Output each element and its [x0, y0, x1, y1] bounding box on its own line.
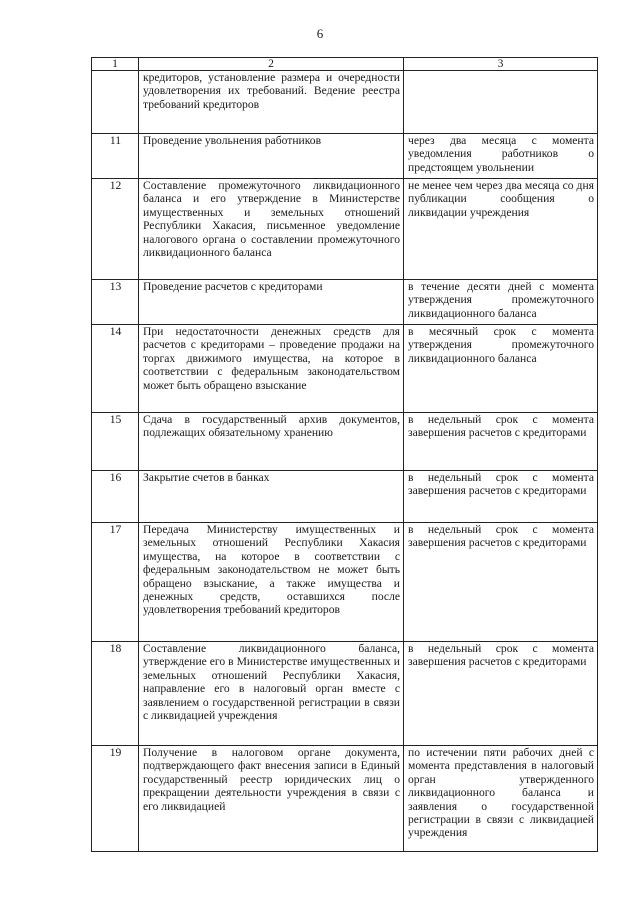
row-number: 12	[92, 179, 139, 280]
row-action: Получение в налоговом органе документа, подтверждающего факт внесения записи в Единый государственный реестр юридических лиц о прекращении деятельности учреждения в связи с его ликвидацией	[139, 746, 404, 852]
row-term: в недельный срок с момента завершения расчетов с кредиторами	[404, 471, 598, 523]
table-row	[92, 746, 598, 852]
table-row	[92, 325, 598, 413]
header-cell-2: 2	[139, 58, 404, 71]
header-cell-3: 3	[404, 58, 598, 71]
row-term: в недельный срок с момента завершения расчетов с кредиторами	[404, 642, 598, 746]
header-cell-1: 1	[92, 58, 139, 71]
row-term: не менее чем через два месяца со дня публикации сообщения о ликвидации учреждения	[404, 179, 598, 280]
table-row	[92, 413, 598, 471]
row-action: Сдача в государственный архив документов, подлежащих обязательному хранению	[139, 413, 404, 471]
table-row	[92, 471, 598, 523]
row-action: Проведение увольнения работников	[139, 134, 404, 179]
row-term: через два месяца с момента уведомления работников о предстоящем увольнении	[404, 134, 598, 179]
row-number: 11	[92, 134, 139, 179]
table-row	[92, 523, 598, 642]
page-number: 6	[316, 26, 324, 41]
row-action: Передача Министерству имущественных и земельных отношений Республики Хакасия имущества, на которое в соответствии с федеральным законодательством не может быть обращено взыскание, а также имущества и денежных средств, оставшихся после удовлетворения требований кредиторов	[139, 523, 404, 642]
row-number: 16	[92, 471, 139, 523]
row-number	[92, 71, 139, 134]
row-term: в течение десяти дней с момента утверждения промежуточного ликвидационного баланса	[404, 280, 598, 325]
row-action: Составление ликвидационного баланса, утверждение его в Министерстве имущественных и земельных отношений Республики Хакасия, направление его в налоговый орган вместе с заявлением о государственной регистрации в связи с ликвидацией учреждения	[139, 642, 404, 746]
row-action: При недостаточности денежных средств для расчетов с кредиторами – проведение продажи на торгах движимого имущества, на которое в соответствии с федеральным законодательством может быть обращено взыскание	[139, 325, 404, 413]
table-row	[92, 134, 598, 179]
table-header-row	[92, 58, 598, 71]
table-row	[92, 179, 598, 280]
table-row	[92, 280, 598, 325]
row-action: кредиторов, установление размера и очередности удовлетворения их требований. Ведение реестра требований кредиторов	[139, 71, 404, 134]
row-term	[404, 71, 598, 134]
row-number: 13	[92, 280, 139, 325]
row-number: 18	[92, 642, 139, 746]
row-number: 19	[92, 746, 139, 852]
row-action: Составление промежуточного ликвидационного баланса и его утверждение в Министерстве имущественных и земельных отношений Республики Хакасия, письменное уведомление налогового органа о составлении промежуточного ликвидационного баланса	[139, 179, 404, 280]
liquidation-plan-table	[91, 57, 598, 852]
row-action: Закрытие счетов в банках	[139, 471, 404, 523]
row-action: Проведение расчетов с кредиторами	[139, 280, 404, 325]
row-term: по истечении пяти рабочих дней с момента представления в налоговый орган утвержденного ликвидационного баланса и заявления о государственной регистрации в связи с ликвидацией учреждения	[404, 746, 598, 852]
row-term: в месячный срок с момента утверждения промежуточного ликвидационного баланса	[404, 325, 598, 413]
table-row	[92, 71, 598, 134]
row-number: 14	[92, 325, 139, 413]
row-term: в недельный срок с момента завершения расчетов с кредиторами	[404, 413, 598, 471]
row-number: 15	[92, 413, 139, 471]
row-number: 17	[92, 523, 139, 642]
row-term: в недельный срок с момента завершения расчетов с кредиторами	[404, 523, 598, 642]
table-row	[92, 642, 598, 746]
